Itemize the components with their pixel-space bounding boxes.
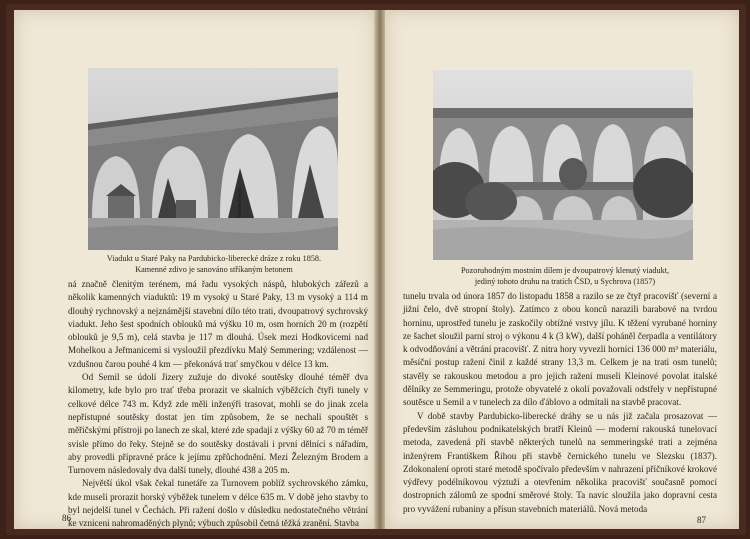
photo-caption-left [74, 254, 354, 275]
right-page [384, 10, 739, 529]
page-number-right: 87 [697, 515, 706, 525]
viaduct-photo-stara-paka [88, 68, 338, 250]
open-book [6, 4, 746, 535]
paragraph: V době stavby Pardubicko-liberecké dráhy se u nás již začala prosazovat — především zásluhou podnikatelských bratří Kleinů — moderní rakouská tunelovací metoda, zavedená při stavbě některých tunelů na semmeringské trati a zejména inženýrem Františkem Řihou při stavbě černického tunelu ve Slezsku (1837). Zdokonalení oproti staré metodě spočívalo především v nahrazení příčníkové krokové výdřevy podélníkovou výztuží a otevřením několika pracovišť současně pomocí dostropních zálomů ze spodní směrové štoly. Ta navíc sloužila jako dopravní cesta pro vyvážení rubaniny a přísun stavebních materiálů. Nová metoda [403, 410, 717, 514]
photo-caption-right [415, 266, 715, 287]
caption-line: Kamenné zdivo je sanováno stříkaným betonem [135, 264, 293, 274]
viaduct-photo-sychrov [433, 70, 693, 260]
caption-line: Pozoruhodným mostním dílem je dvoupatrový klenutý viadukt, [460, 266, 670, 275]
caption-line: Viadukt u Staré Paky na Pardubicko-liberecké dráze z roku 1858. [106, 254, 322, 263]
left-page [14, 10, 377, 529]
paragraph: Od Semil se údolí Jizery zužuje do divoké soutěsky dlouhé téměř dva kilometry, kde bylo pro trať třeba prorazit ve skalních výběžcích čtyři tunely v celkové délce 743 m. Když zde měli inženýři trasovat, mohli se do jinak zcela nepřístupné soutěsky dostat jen tím způsobem, že se nechali spouštět s měřičskými přístroji po lanech ze skal, které zde spadají z výšky 60 až 70 m téměř svisle přímo do řeky. Stejně se do soutěsky dostávali i první dělníci s nářadím, aby provedli přípravné práce k jejímu zpřůchodnění. Mezi Železným Brodem a Turnovem následovaly dva další tunely, dlouhé 438 a 205 m. [68, 372, 368, 476]
left-page-body [68, 278, 368, 529]
caption-line: jediný tohoto druhu na tratích ČSD, u Sychrova (1857) [474, 276, 656, 286]
paragraph: Největší úkol však čekal tunetáře za Turnovem poblíž sychrovského zámku, kde museli prorazit horský výběžek tunelem v délce 635 m. V době jeho stavby to byl nejdelší tunel v Čechách. Při ražení došlo v důsledku nedostatečného větrání ke vzniceni nahromaděných plynů; výbuch způsobil četná těžká zranění. Stavba [68, 478, 368, 529]
paragraph: ná značně členitým terénem, má řadu vysokých náspů, hlubokých zářezů a několik kamenných viaduktů: 19 m vysoký u Staré Paky, 13 m vysoký a 114 m dlouhý rychnovský a nejznámější stavební dílo této trati, dvoupatrový sychrovský viadukt. Jeho šest spodních oblouků má výšku 10 m, osm horních 20 m (rozpětí oblouků je 9,5 m), celá stavba je 117 m dlouhá. Úsek mezi Hodkovicemi nad Mohelkou a Jeřmanicemi si vysloužil přezdívku Malý Semmering; vzdálenost — vzdušnou čarou pouhé 4 km — překonává trať smyčkou v délce 13 km. [68, 279, 368, 369]
paragraph: tunelu trvala od února 1857 do listopadu 1858 a razilo se ze čtyř pracovišť (severní a jižní čelo, dvě stropní štoly). Zatímco z obou konců narazili barabové na tvrdou horninu, uprostřed tunelu je zaskočily obtížné vrstvy jílu. K těžení vyrubané horniny ze šachet sloužil parní stroj o výkonu 4 k (3 kW), další poháněl čerpadla a ventilátory k odvodňování a větrání pracovišť. Z nitra hory vyvezli horníci 136 000 m³ materiálu, měsíční postup ražení činil z každé strany 13,3 m. Celkem je na trati osm tunelů; stavěly se rakouskou metodou a pro jejich ražení museli Kleinové povolat italské dělníky ze Semmeringu, protože obyvatelé z okolí považovali odstřely v nepřístupné soutěsce u Semil a v tunelech za dílo ďáblovo a odmítali na stavbě pracovat. [403, 291, 717, 408]
page-number-left: 86 [62, 513, 71, 523]
right-page-body [403, 290, 717, 516]
